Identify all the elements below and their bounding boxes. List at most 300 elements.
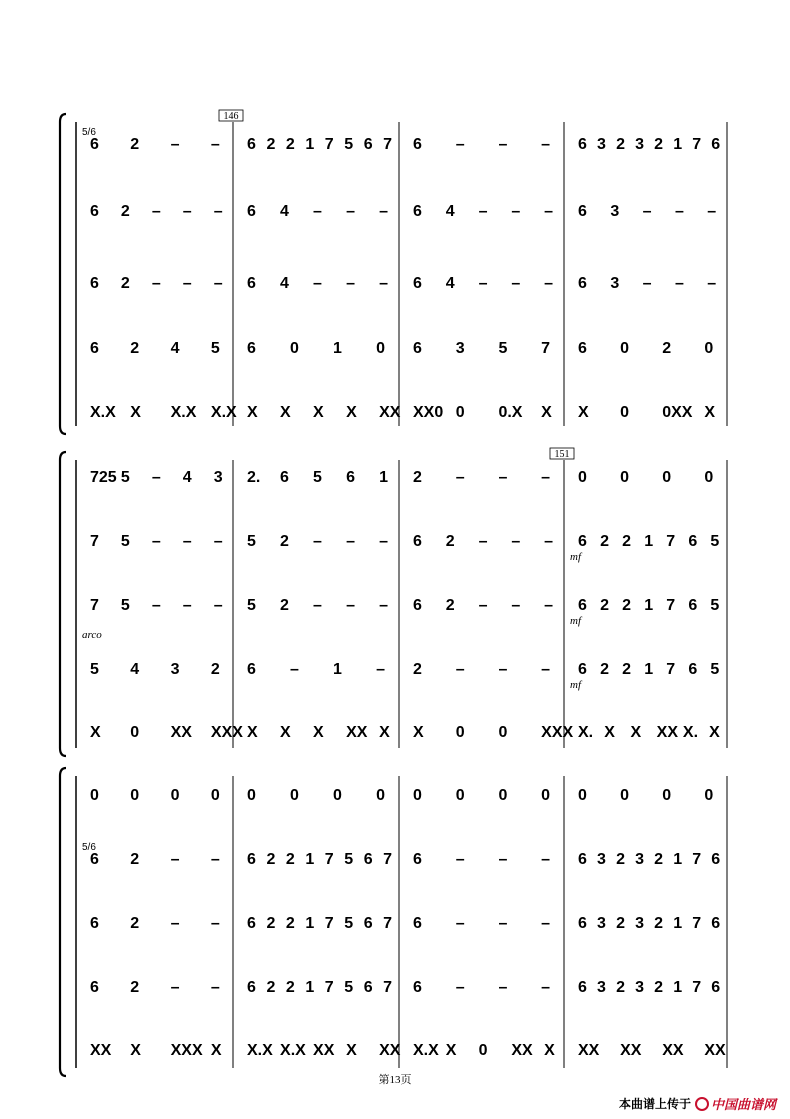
- note-token: 3: [597, 136, 606, 153]
- measure-number: 151: [554, 449, 570, 460]
- note-token: –: [544, 533, 554, 550]
- note-token: 1: [305, 136, 315, 153]
- note-token: 6: [90, 136, 99, 153]
- note-token: 2: [600, 661, 609, 678]
- note-token: 2: [285, 851, 295, 868]
- note-token: –: [478, 275, 488, 292]
- note-token: XX: [346, 724, 368, 741]
- note-token: –: [511, 597, 521, 614]
- note-token: 2: [266, 915, 276, 932]
- note-token: 0: [170, 787, 180, 804]
- note-token: 6: [711, 136, 721, 153]
- note-token: 2: [280, 533, 289, 550]
- note-token: 0: [704, 469, 714, 486]
- note-token: –: [170, 851, 180, 868]
- note-token: –: [455, 661, 465, 678]
- note-token: X: [313, 724, 324, 741]
- note-token: X: [247, 724, 258, 741]
- note-token: X: [280, 724, 291, 741]
- site-logo-icon: [695, 1097, 709, 1111]
- note-token: –: [544, 203, 554, 220]
- note-token: 2: [622, 533, 632, 550]
- note-token: 6: [413, 597, 422, 614]
- note-token: 6: [578, 533, 587, 550]
- note-token: 2: [654, 979, 664, 996]
- note-token: –: [151, 203, 161, 220]
- note-token: –: [544, 275, 554, 292]
- note-token: 4: [170, 340, 180, 357]
- note-token: 6: [90, 275, 99, 292]
- note-token: 1: [305, 979, 315, 996]
- note-token: 0: [455, 787, 465, 804]
- note-token: 7: [692, 915, 702, 932]
- note-token: 5: [710, 661, 720, 678]
- note-token: 0: [662, 469, 672, 486]
- note-token: 5: [120, 533, 130, 550]
- note-token: XX: [620, 1042, 642, 1059]
- note-token: 7: [692, 136, 702, 153]
- note-token: 4: [280, 203, 289, 220]
- note-token: 6: [363, 851, 373, 868]
- note-token: –: [541, 661, 551, 678]
- note-token: 6: [711, 915, 721, 932]
- note-token: –: [478, 533, 488, 550]
- note-token: 0: [704, 340, 714, 357]
- note-token: 3: [610, 203, 620, 220]
- note-token: 2: [130, 136, 140, 153]
- note-token: 5: [498, 340, 508, 357]
- note-token: 4: [445, 203, 455, 220]
- note-token: 2: [120, 203, 130, 220]
- note-token: 6: [688, 661, 698, 678]
- note-token: 5: [313, 469, 322, 486]
- note-token: 5: [344, 136, 354, 153]
- note-token: 2.: [247, 469, 261, 486]
- note-token: 6: [578, 597, 587, 614]
- note-token: 6: [247, 340, 256, 357]
- note-token: –: [379, 533, 388, 550]
- note-token: 6: [247, 979, 256, 996]
- note-token: 7: [692, 979, 702, 996]
- note-token: 7: [90, 533, 99, 550]
- note-token: 2: [285, 979, 295, 996]
- note-token: –: [182, 203, 192, 220]
- note-token: 2: [616, 915, 625, 932]
- note-token: 0: [620, 404, 630, 421]
- note-token: 3: [170, 661, 180, 678]
- note-token: 6: [247, 851, 256, 868]
- note-token: 7: [383, 851, 393, 868]
- note-token: 6: [578, 915, 587, 932]
- note-token: 7: [90, 597, 99, 614]
- note-token: 1: [379, 469, 388, 486]
- system-bracket: [60, 114, 66, 434]
- note-token: XXX: [541, 724, 574, 741]
- note-token: –: [151, 469, 161, 486]
- note-token: –: [210, 915, 220, 932]
- note-token: XX: [313, 1042, 335, 1059]
- upload-credit-text: 本曲谱上传于: [618, 1097, 691, 1111]
- note-token: X.X: [90, 404, 116, 421]
- note-token: 1: [673, 136, 683, 153]
- note-token: XX: [656, 724, 679, 741]
- note-token: 2: [280, 597, 289, 614]
- note-token: –: [346, 533, 355, 550]
- note-token: –: [455, 136, 465, 153]
- note-token: 2: [445, 597, 455, 614]
- note-token: XX: [170, 724, 192, 741]
- note-token: 0.X: [498, 404, 523, 421]
- note-token: 0XX: [662, 404, 693, 421]
- note-token: –: [498, 851, 508, 868]
- note-token: 7: [383, 979, 393, 996]
- note-token: –: [642, 275, 652, 292]
- note-token: –: [170, 136, 180, 153]
- note-token: –: [707, 203, 717, 220]
- note-token: 2: [285, 915, 295, 932]
- note-token: –: [379, 597, 388, 614]
- note-token: XX: [662, 1042, 684, 1059]
- note-token: 6: [247, 136, 256, 153]
- note-token: 2: [654, 915, 664, 932]
- note-token: X: [379, 724, 390, 741]
- note-token: 6: [363, 915, 373, 932]
- note-token: 5: [710, 533, 720, 550]
- note-token: –: [511, 275, 521, 292]
- note-token: 5: [247, 533, 256, 550]
- note-token: X: [346, 1042, 357, 1059]
- technique-mark: arco: [82, 629, 102, 641]
- note-token: 6: [413, 979, 422, 996]
- note-token: X: [130, 404, 141, 421]
- note-token: 6: [578, 979, 587, 996]
- note-token: 2: [600, 533, 609, 550]
- note-token: 0: [498, 724, 508, 741]
- note-token: X: [346, 404, 357, 421]
- note-token: –: [313, 203, 322, 220]
- note-token: X: [578, 404, 589, 421]
- note-token: –: [541, 915, 551, 932]
- note-token: 2: [616, 851, 625, 868]
- note-token: XXX: [170, 1042, 203, 1059]
- note-token: 2: [654, 851, 664, 868]
- note-token: 3: [597, 979, 606, 996]
- note-token: 2: [413, 469, 422, 486]
- note-token: –: [210, 979, 220, 996]
- note-token: 6: [578, 851, 587, 868]
- beat-mark: 5/6: [82, 127, 96, 138]
- note-token: X: [704, 404, 716, 421]
- upload-credit: [619, 1094, 776, 1113]
- note-token: –: [511, 533, 521, 550]
- note-token: 0: [333, 787, 342, 804]
- note-token: 4: [280, 275, 289, 292]
- note-token: 3: [597, 851, 606, 868]
- note-token: 0: [130, 787, 140, 804]
- note-token: 0: [478, 1042, 488, 1059]
- note-token: 6: [363, 136, 373, 153]
- note-token: 5: [710, 597, 720, 614]
- beat-mark: 5/6: [82, 842, 96, 853]
- note-token: 2: [266, 136, 276, 153]
- note-token: –: [213, 533, 223, 550]
- note-token: 3: [597, 915, 606, 932]
- note-token: –: [346, 203, 355, 220]
- note-token: 2: [130, 979, 140, 996]
- note-token: 2: [654, 136, 664, 153]
- note-token: –: [511, 203, 521, 220]
- note-token: 0: [578, 787, 587, 804]
- note-token: –: [379, 203, 388, 220]
- note-token: 3: [635, 136, 645, 153]
- note-token: 0: [413, 787, 422, 804]
- note-token: X: [130, 1042, 141, 1059]
- note-token: –: [642, 203, 652, 220]
- dynamic-mark: mf: [570, 615, 581, 627]
- note-token: –: [213, 203, 223, 220]
- note-token: 1: [333, 661, 342, 678]
- note-token: –: [541, 136, 551, 153]
- note-token: –: [210, 136, 220, 153]
- note-token: 6: [413, 340, 422, 357]
- note-token: 3: [213, 469, 223, 486]
- note-token: X.X: [413, 1042, 439, 1059]
- note-token: 6: [688, 533, 698, 550]
- note-token: X: [541, 404, 552, 421]
- note-token: 7: [541, 340, 551, 357]
- note-token: 5: [344, 915, 354, 932]
- dynamic-mark: mf: [570, 551, 581, 563]
- dynamic-mark: mf: [570, 679, 581, 691]
- note-token: 0: [620, 340, 630, 357]
- note-token: 0: [90, 787, 99, 804]
- note-token: 6: [90, 979, 99, 996]
- note-token: 1: [673, 851, 683, 868]
- note-token: 2: [120, 275, 130, 292]
- note-token: X.: [682, 724, 699, 741]
- note-token: –: [478, 597, 488, 614]
- note-token: XX: [90, 1042, 112, 1059]
- note-token: –: [544, 597, 554, 614]
- note-token: 5: [210, 340, 220, 357]
- note-token: 6: [90, 340, 99, 357]
- note-token: X: [210, 1042, 222, 1059]
- note-token: 7: [666, 597, 676, 614]
- note-token: 725: [90, 469, 117, 486]
- page-number: 第13页: [378, 1074, 412, 1086]
- note-token: 1: [673, 915, 683, 932]
- note-token: –: [498, 136, 508, 153]
- note-token: X: [280, 404, 291, 421]
- note-token: 0: [376, 787, 385, 804]
- note-token: 7: [324, 979, 334, 996]
- note-token: –: [151, 597, 161, 614]
- note-token: 2: [622, 661, 632, 678]
- system-bracket: [60, 768, 66, 1076]
- note-token: X.X: [210, 404, 237, 421]
- note-token: 6: [247, 661, 256, 678]
- note-token: 1: [333, 340, 342, 357]
- note-token: X: [544, 1042, 555, 1059]
- note-token: 5: [90, 661, 99, 678]
- note-token: 0: [455, 404, 465, 421]
- note-token: 7: [383, 915, 393, 932]
- note-token: –: [455, 469, 465, 486]
- note-token: 1: [644, 661, 654, 678]
- note-token: 2: [210, 661, 220, 678]
- note-token: –: [707, 275, 717, 292]
- note-token: 6: [247, 915, 256, 932]
- note-token: 5: [247, 597, 256, 614]
- note-token: 6: [578, 275, 587, 292]
- note-token: 0: [662, 787, 672, 804]
- note-token: –: [674, 203, 684, 220]
- note-token: 2: [266, 979, 276, 996]
- note-token: 7: [692, 851, 702, 868]
- note-token: X.X: [280, 1042, 306, 1059]
- note-token: 6: [711, 979, 721, 996]
- note-token: 3: [635, 915, 645, 932]
- measure-number: 146: [223, 111, 239, 122]
- note-token: 6: [711, 851, 721, 868]
- note-token: 0: [578, 469, 587, 486]
- note-token: –: [313, 533, 322, 550]
- note-token: 6: [346, 469, 355, 486]
- note-token: –: [498, 915, 508, 932]
- note-token: 3: [455, 340, 465, 357]
- note-token: 7: [383, 136, 393, 153]
- note-token: 1: [305, 915, 315, 932]
- note-token: –: [151, 275, 161, 292]
- note-token: XX: [578, 1042, 600, 1059]
- note-token: 0: [290, 787, 299, 804]
- note-token: 6: [578, 203, 587, 220]
- system-bracket: [60, 452, 66, 756]
- note-token: 6: [413, 275, 422, 292]
- note-token: –: [151, 533, 161, 550]
- note-token: –: [498, 661, 508, 678]
- note-token: X: [445, 1042, 457, 1059]
- note-token: 2: [413, 661, 422, 678]
- note-token: –: [379, 275, 388, 292]
- note-token: 6: [578, 340, 587, 357]
- note-token: –: [290, 661, 299, 678]
- note-token: 0: [704, 787, 714, 804]
- note-token: –: [541, 979, 551, 996]
- note-token: 7: [324, 851, 334, 868]
- note-token: 2: [616, 979, 625, 996]
- note-token: X: [630, 724, 642, 741]
- note-token: –: [346, 275, 355, 292]
- note-token: 6: [247, 275, 256, 292]
- note-token: X: [247, 404, 258, 421]
- note-token: 6: [247, 203, 256, 220]
- note-token: 0: [541, 787, 551, 804]
- note-token: –: [182, 597, 192, 614]
- note-token: –: [498, 469, 508, 486]
- note-token: 2: [616, 136, 625, 153]
- note-token: XX: [379, 404, 401, 421]
- note-token: 2: [662, 340, 672, 357]
- note-token: 4: [130, 661, 140, 678]
- note-token: –: [455, 979, 465, 996]
- note-token: 3: [610, 275, 620, 292]
- note-token: –: [541, 851, 551, 868]
- note-token: 0: [498, 787, 508, 804]
- note-token: 6: [413, 851, 422, 868]
- note-token: 6: [578, 136, 587, 153]
- note-token: 6: [280, 469, 289, 486]
- note-token: –: [455, 851, 465, 868]
- note-token: 2: [445, 533, 455, 550]
- note-token: –: [478, 203, 488, 220]
- note-token: XX: [704, 1042, 726, 1059]
- note-token: 0: [620, 787, 630, 804]
- note-token: 5: [120, 469, 130, 486]
- note-token: –: [313, 275, 322, 292]
- note-token: 7: [666, 661, 676, 678]
- note-token: –: [182, 533, 192, 550]
- note-token: 2: [285, 136, 295, 153]
- note-token: 7: [666, 533, 676, 550]
- note-token: 1: [644, 533, 654, 550]
- note-token: 0: [290, 340, 299, 357]
- note-token: 4: [182, 469, 192, 486]
- note-token: 1: [644, 597, 654, 614]
- note-token: 4: [445, 275, 455, 292]
- site-logo-text: 中国曲谱网: [710, 1097, 776, 1112]
- note-token: 3: [635, 851, 645, 868]
- note-token: 0: [247, 787, 256, 804]
- note-token: 0: [620, 469, 630, 486]
- note-token: 6: [90, 851, 99, 868]
- note-token: 2: [130, 915, 140, 932]
- note-token: X: [413, 724, 424, 741]
- note-token: 7: [324, 136, 334, 153]
- note-token: 5: [120, 597, 130, 614]
- note-token: –: [541, 469, 551, 486]
- note-token: 0: [130, 724, 140, 741]
- note-token: –: [213, 275, 223, 292]
- note-token: 6: [413, 533, 422, 550]
- note-token: –: [170, 915, 180, 932]
- note-token: –: [170, 979, 180, 996]
- note-token: 6: [413, 915, 422, 932]
- note-token: 6: [578, 661, 587, 678]
- note-token: 5: [344, 851, 354, 868]
- note-token: 0: [376, 340, 385, 357]
- note-token: 6: [688, 597, 698, 614]
- note-token: –: [213, 597, 223, 614]
- note-token: –: [498, 979, 508, 996]
- note-token: X: [313, 404, 324, 421]
- note-token: 2: [600, 597, 609, 614]
- note-token: 3: [635, 979, 645, 996]
- note-token: –: [455, 915, 465, 932]
- note-token: 2: [130, 851, 140, 868]
- note-token: 6: [413, 136, 422, 153]
- note-token: –: [313, 597, 322, 614]
- note-token: X: [709, 724, 720, 741]
- note-token: X: [90, 724, 101, 741]
- site-logo[interactable]: [695, 1094, 776, 1113]
- note-token: 1: [305, 851, 315, 868]
- note-token: X: [604, 724, 615, 741]
- note-token: –: [210, 851, 220, 868]
- note-token: 2: [622, 597, 632, 614]
- note-token: 6: [90, 915, 99, 932]
- note-token: 0: [210, 787, 220, 804]
